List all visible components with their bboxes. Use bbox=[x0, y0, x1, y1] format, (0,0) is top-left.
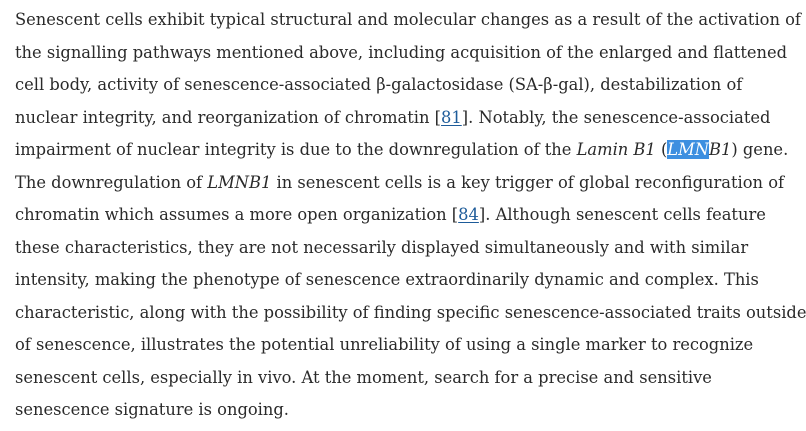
text-line-3: cell body, activity of senescence-associated β-galactosidase (SA-β-gal), destabilization of bbox=[15, 75, 743, 94]
text-line-2: the signalling pathways mentioned above, including acquisition of the enlarged and flattened bbox=[15, 42, 788, 62]
text-line-6 bbox=[15, 167, 785, 200]
text-segment: ) gene. bbox=[731, 140, 789, 159]
gene-symbol-lmnb1: LMNB1 bbox=[207, 172, 272, 192]
text-segment: in senescent cells is a key trigger of global reconfiguration of bbox=[271, 172, 785, 192]
text-line-13: senescence signature is ongoing. bbox=[15, 400, 289, 419]
text-line-8: these characteristics, they are not necessarily displayed simultaneously and with similar bbox=[15, 237, 749, 257]
body-paragraph bbox=[15, 4, 806, 427]
text-line-11: of senescence, illustrates the potential unreliability of using a single marker to recognize bbox=[15, 335, 754, 354]
text-line-4 bbox=[15, 102, 775, 135]
text-segment: impairment of nuclear integrity is due to the downregulation of the bbox=[15, 140, 577, 159]
gene-name-lamin-b1: Lamin B1 bbox=[576, 140, 656, 159]
text-segment: The downregulation of bbox=[15, 172, 208, 192]
text-line-10: characteristic, along with the possibility of finding specific senescence-associated traits outside bbox=[15, 302, 806, 322]
reference-link-81[interactable]: 81 bbox=[441, 107, 462, 127]
text-segment: ( bbox=[655, 140, 668, 159]
text-segment: ]. Notably, the senescence-associated bbox=[461, 107, 771, 127]
text-line-5 bbox=[15, 134, 789, 167]
text-line-9: intensity, making the phenotype of senescence extraordinarily dynamic and complex. This bbox=[15, 270, 759, 289]
text-line-7 bbox=[15, 199, 775, 232]
text-line-12: senescent cells, especially in vivo. At the moment, search for a precise and sensitive bbox=[15, 367, 712, 387]
text-segment: chromatin which assumes a more open organization [ bbox=[15, 205, 459, 224]
selected-text[interactable]: LMN bbox=[667, 140, 710, 159]
text-line-1: Senescent cells exhibit typical structural and molecular changes as a result of the activation of bbox=[15, 10, 801, 29]
gene-symbol-rest: B1 bbox=[709, 140, 732, 159]
text-segment: nuclear integrity, and reorganization of chromatin [ bbox=[15, 107, 442, 127]
reference-link-84[interactable]: 84 bbox=[458, 205, 479, 224]
text-segment: ]. Although senescent cells feature bbox=[478, 205, 766, 224]
